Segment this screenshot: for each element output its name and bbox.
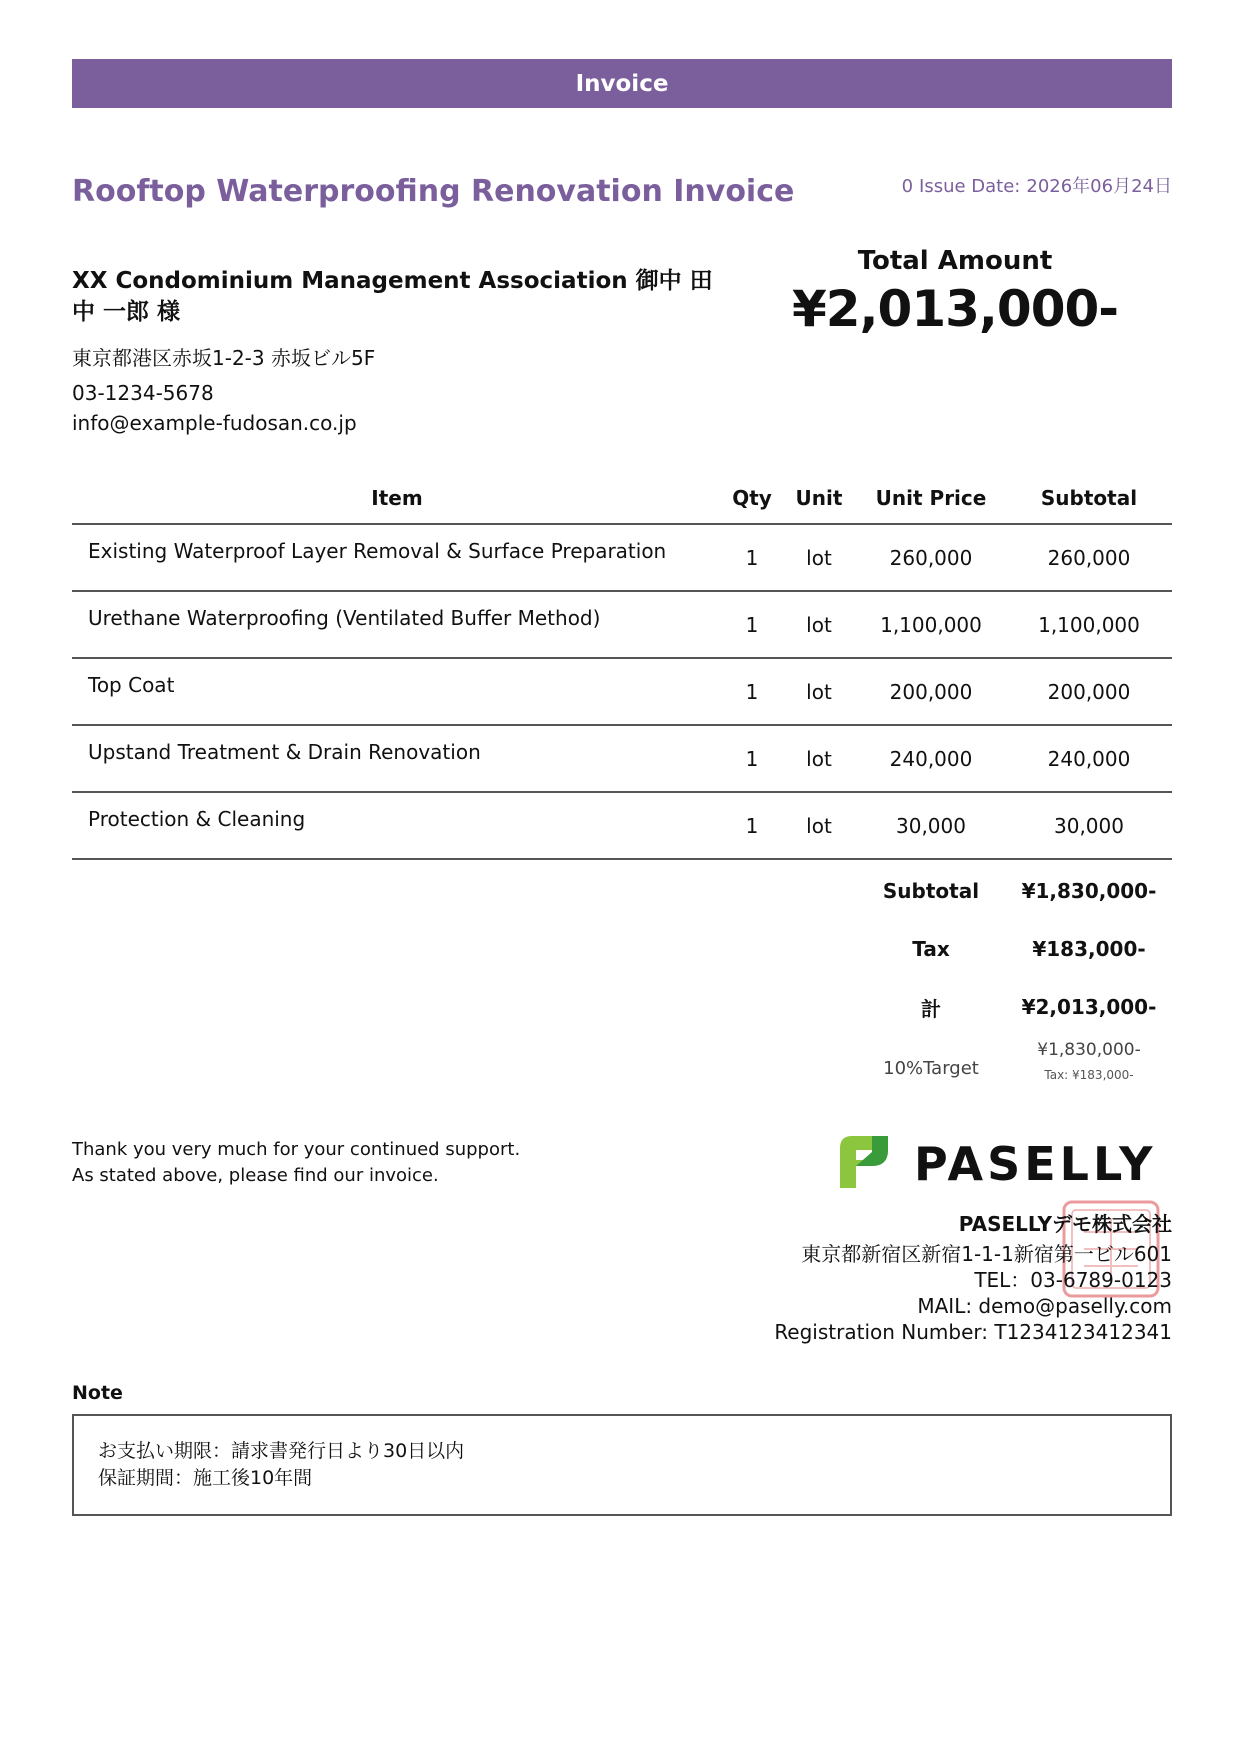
table-header-row — [72, 472, 1172, 524]
tax-rate-tax: Tax: ¥183,000- — [1044, 1068, 1134, 1082]
table-row — [72, 725, 1172, 792]
issuer-address: 東京都新宿区新宿1-1-1新宿第一ビル601 — [801, 1242, 1172, 1266]
table-row — [72, 524, 1172, 591]
message-line-2: As stated above, please find our invoice. — [72, 1165, 439, 1186]
row-unit: lot — [782, 725, 856, 792]
summary-subtotal-label: Subtotal — [882, 879, 980, 903]
row-unit: lot — [782, 524, 856, 591]
line-items-table — [72, 472, 1172, 860]
header-unit-price: Unit Price — [856, 472, 1006, 524]
tax-rate-values — [1006, 1040, 1172, 1082]
recipient-address: 東京都港区赤坂1-2-3 赤坂ビル5F — [72, 346, 376, 370]
header-subtotal: Subtotal — [1006, 472, 1172, 524]
issue-date-label: Issue Date: — [919, 176, 1021, 197]
issuer-name: PASELLYデモ株式会社 — [958, 1212, 1172, 1236]
banner-label: Invoice — [575, 70, 669, 97]
row-unit-price: 30,000 — [856, 792, 1006, 859]
issuer-registration: Registration Number: T1234123412341 — [774, 1320, 1172, 1344]
issuer-tel: TEL：03-6789-0123 — [974, 1268, 1172, 1292]
row-item: Top Coat — [72, 658, 722, 725]
row-item: Upstand Treatment & Drain Renovation — [72, 725, 722, 792]
issue-info — [902, 172, 1172, 198]
message-line-1: Thank you very much for your continued support. — [72, 1139, 521, 1160]
note-box — [72, 1414, 1172, 1516]
summary-block — [856, 862, 1172, 1082]
summary-total-label: 計 — [921, 996, 941, 1021]
row-qty: 1 — [722, 792, 782, 859]
tax-rate-base: ¥1,830,000- — [1037, 1040, 1141, 1060]
thank-you-message — [72, 1137, 520, 1189]
row-item: Existing Waterproof Layer Removal & Surface Preparation — [72, 524, 722, 591]
note-line-2: 保証期間：施工後10年間 — [98, 1467, 313, 1489]
summary-tax-row — [856, 920, 1172, 978]
row-unit-price: 200,000 — [856, 658, 1006, 725]
tax-rate-row — [856, 1040, 1172, 1082]
issue-date: 2026年06月24日 — [1026, 176, 1172, 197]
header-item: Item — [72, 472, 722, 524]
row-qty: 1 — [722, 591, 782, 658]
row-unit: lot — [782, 591, 856, 658]
row-subtotal: 1,100,000 — [1006, 591, 1172, 658]
row-unit-price: 260,000 — [856, 524, 1006, 591]
invoice-number: 0 — [901, 176, 914, 197]
recipient-block — [72, 266, 732, 435]
row-unit: lot — [782, 792, 856, 859]
table-row — [72, 658, 1172, 725]
row-item: Protection & Cleaning — [72, 792, 722, 859]
document-title: Rooftop Waterproofing Renovation Invoice — [72, 174, 795, 209]
issuer-block — [774, 1208, 1172, 1345]
table-row — [72, 591, 1172, 658]
tax-rate-label: 10%Target — [883, 1058, 979, 1079]
row-qty: 1 — [722, 524, 782, 591]
row-subtotal: 240,000 — [1006, 725, 1172, 792]
row-unit-price: 1,100,000 — [856, 591, 1006, 658]
row-qty: 1 — [722, 658, 782, 725]
recipient-tel: 03-1234-5678 — [72, 381, 214, 405]
recipient-name: XX Condominium Management Association 御中 田中 一郎 様 — [72, 268, 713, 325]
summary-tax-value: ¥183,000- — [1032, 937, 1146, 961]
row-subtotal: 200,000 — [1006, 658, 1172, 725]
summary-subtotal-row — [856, 862, 1172, 920]
summary-total-row — [856, 978, 1172, 1036]
total-amount-block — [760, 246, 1150, 338]
paselly-logo-mark-icon — [840, 1136, 888, 1188]
invoice-banner — [72, 59, 1172, 108]
row-unit-price: 240,000 — [856, 725, 1006, 792]
note-line-1: お支払い期限：請求書発行日より30日以内 — [98, 1440, 465, 1462]
row-item: Urethane Waterproofing (Ventilated Buffer Method) — [72, 591, 722, 658]
summary-tax-label: Tax — [912, 937, 950, 961]
recipient-email: info@example-fudosan.co.jp — [72, 411, 357, 435]
total-amount-value: ¥2,013,000- — [791, 280, 1119, 338]
paselly-logo-text: PASELLY — [914, 1137, 1157, 1191]
total-amount-label: Total Amount — [857, 246, 1053, 276]
header-qty: Qty — [722, 472, 782, 524]
issuer-mail: MAIL: demo@paselly.com — [917, 1294, 1172, 1318]
summary-total-value: ¥2,013,000- — [1021, 995, 1157, 1019]
table-row — [72, 792, 1172, 859]
header-unit: Unit — [782, 472, 856, 524]
row-subtotal: 260,000 — [1006, 524, 1172, 591]
note-label: Note — [72, 1382, 123, 1404]
row-subtotal: 30,000 — [1006, 792, 1172, 859]
row-qty: 1 — [722, 725, 782, 792]
paselly-logo — [838, 1130, 1172, 1192]
summary-subtotal-value: ¥1,830,000- — [1021, 879, 1157, 903]
row-unit: lot — [782, 658, 856, 725]
